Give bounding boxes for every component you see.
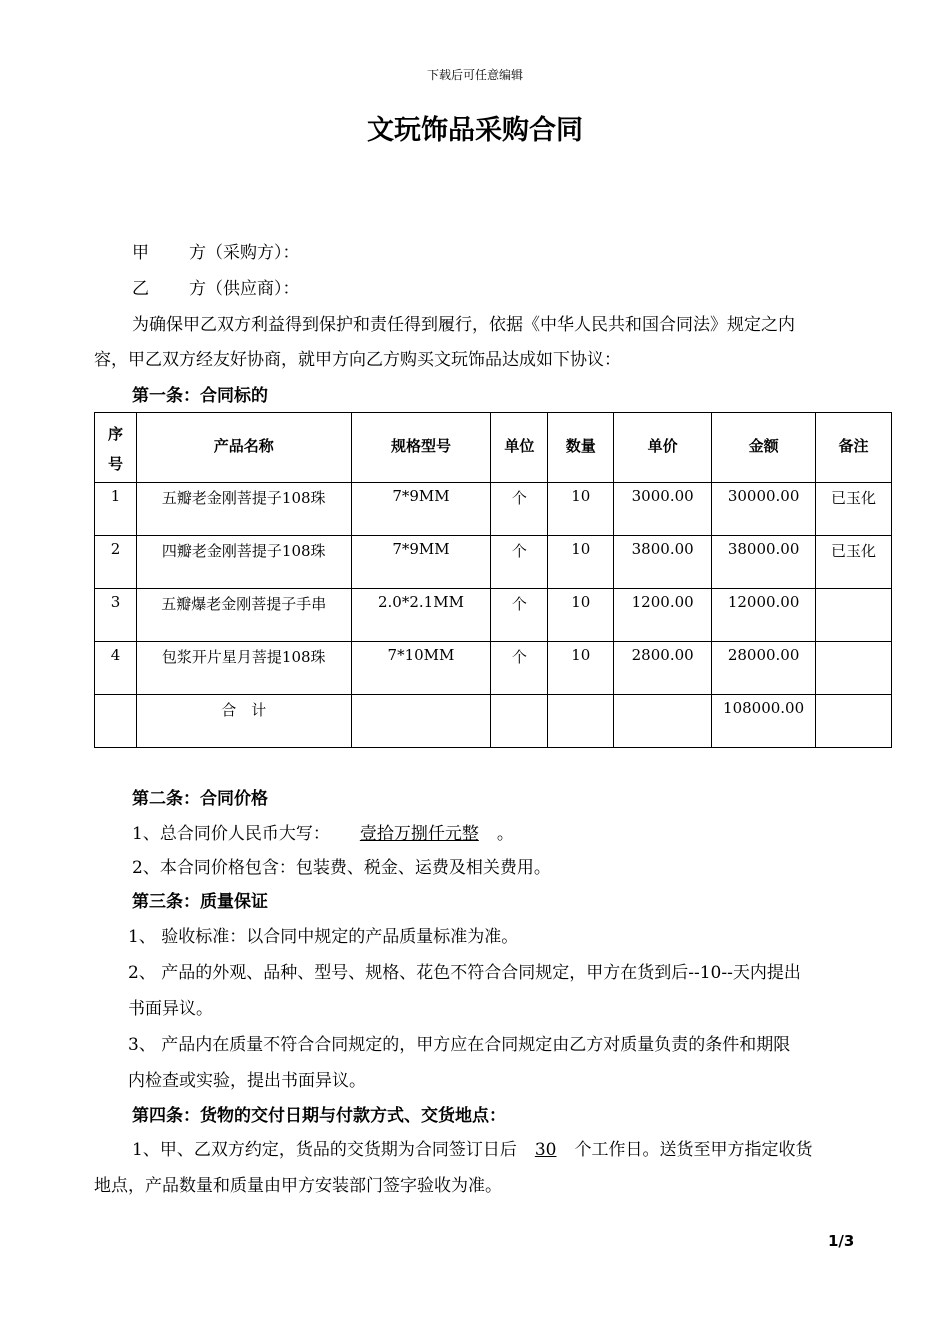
row-qty: 10	[571, 487, 591, 505]
objection-days: 10	[699, 963, 722, 983]
items-table	[94, 412, 892, 748]
row-name: 包浆开片星月菩提108珠	[161, 648, 326, 666]
intro-line-2: 容，甲乙双方经友好协商，就甲方向乙方购买文玩饰品达成如下协议：	[94, 350, 621, 370]
total-amount: 108000.00	[723, 699, 805, 717]
delivery-days: 30	[534, 1140, 557, 1160]
row-note	[816, 642, 891, 646]
row-note: 已玉化	[831, 542, 877, 560]
row-qty: 10	[571, 593, 591, 611]
intro-line-1: 为确保甲乙双方利益得到保护和责任得到履行，依据《中华人民共和国合同法》规定之内	[132, 315, 795, 335]
row-name: 五瓣爆老金刚菩提子手串	[161, 595, 327, 613]
row-amount: 28000.00	[727, 646, 800, 664]
row-amount: 12000.00	[727, 593, 800, 611]
article-2-item-1: 1、总合同价人民币大写： 壹拾万捌仟元整 。	[132, 824, 514, 844]
document-title: 文玩饰品采购合同	[367, 115, 583, 146]
row-spec: 7*9MM	[392, 487, 450, 505]
article-4-heading: 第四条：货物的交付日期与付款方式、交货地点：	[132, 1106, 506, 1126]
row-spec: 7*10MM	[387, 646, 455, 664]
row-name: 五瓣老金刚菩提子108珠	[161, 489, 326, 507]
row-name: 四瓣老金刚菩提子108珠	[161, 542, 326, 560]
article-3-item-2-cont: 书面异议。	[128, 999, 213, 1019]
article-3-item-2: 2、 产品的外观、品种、型号、规格、花色不符合合同规定，甲方在货到后‐‐10‐‐天内提出	[128, 963, 801, 983]
party-b-label-char: 乙	[132, 279, 149, 299]
row-seq: 2	[110, 540, 121, 558]
table-total-row	[95, 695, 892, 748]
article-3-item-1: 1、 验收标准：以合同中规定的产品质量标准为准。	[128, 927, 519, 947]
party-b-line	[132, 274, 300, 299]
row-qty: 10	[571, 646, 591, 664]
table-row	[95, 589, 892, 642]
table-row	[95, 642, 892, 695]
row-price: 2800.00	[631, 646, 694, 664]
header-name: 产品名称	[136, 413, 351, 483]
article-3-heading: 第三条：质量保证	[132, 892, 268, 912]
total-label: 合 计	[221, 701, 267, 719]
row-seq: 1	[110, 487, 121, 505]
header-note: 下载后可任意编辑	[426, 68, 523, 82]
page-number: 1/3	[828, 1232, 855, 1250]
table-row	[95, 536, 892, 589]
table-row	[95, 483, 892, 536]
row-price: 1200.00	[631, 593, 694, 611]
header-note: 备注	[816, 413, 892, 483]
row-unit: 个	[511, 648, 527, 666]
party-a-label: 方（采购方）：	[189, 243, 300, 263]
header-spec: 规格型号	[351, 413, 491, 483]
contract-total-uppercase: 壹拾万捌仟元整	[359, 824, 479, 844]
party-a-label-char: 甲	[132, 243, 149, 263]
article-3-item-3: 3、 产品内在质量不符合合同规定的，甲方应在合同规定由乙方对质量负责的条件和期限	[128, 1035, 791, 1055]
party-b-label: 方（供应商）：	[189, 279, 300, 299]
article-2-item-2: 2、本合同价格包含：包装费、税金、运费及相关费用。	[132, 858, 551, 878]
row-price: 3000.00	[631, 487, 694, 505]
row-unit: 个	[511, 542, 527, 560]
row-spec: 2.0*2.1MM	[378, 593, 464, 611]
row-seq: 3	[110, 593, 121, 611]
row-amount: 38000.00	[727, 540, 800, 558]
table-header-row	[95, 413, 892, 483]
header-price: 单价	[614, 413, 712, 483]
article-4-item-1: 1、甲、乙双方约定，货品的交货期为合同签订日后 30 个工作日。送货至甲方指定收货	[132, 1140, 813, 1160]
row-unit: 个	[511, 489, 527, 507]
article-3-item-3-cont: 内检查或实验，提出书面异议。	[128, 1071, 366, 1091]
row-qty: 10	[571, 540, 591, 558]
row-price: 3800.00	[631, 540, 694, 558]
party-a-line	[132, 238, 300, 263]
row-unit: 个	[511, 595, 527, 613]
row-spec: 7*9MM	[392, 540, 450, 558]
row-note: 已玉化	[831, 489, 877, 507]
header-seq: 序 号	[95, 413, 137, 483]
article-2-heading: 第二条：合同价格	[132, 789, 268, 809]
row-seq: 4	[110, 646, 121, 664]
header-amount: 金额	[712, 413, 816, 483]
header-unit: 单位	[491, 413, 548, 483]
row-note	[816, 589, 891, 593]
article-1-heading: 第一条：合同标的	[132, 386, 268, 406]
article-4-item-1-cont: 地点，产品数量和质量由甲方安装部门签字验收为准。	[94, 1176, 502, 1196]
row-amount: 30000.00	[727, 487, 800, 505]
header-qty: 数量	[548, 413, 614, 483]
